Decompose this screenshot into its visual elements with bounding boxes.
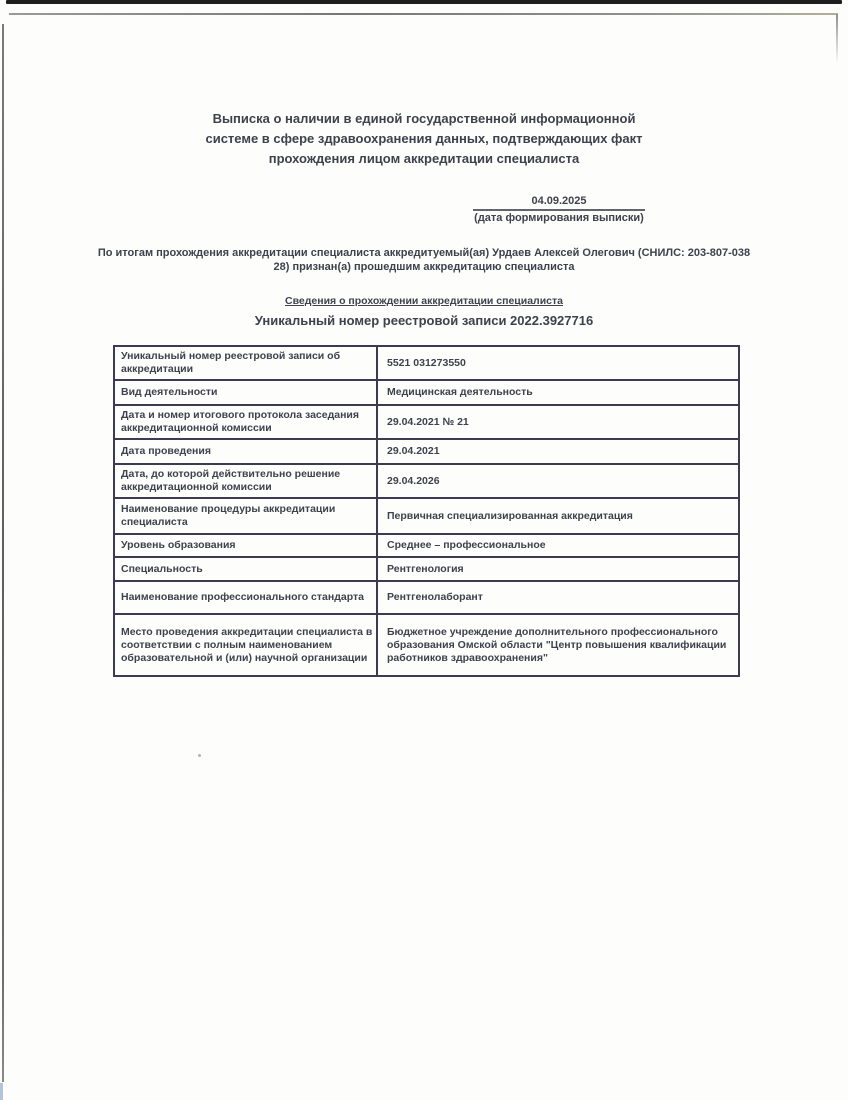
row-value: Первичная специализированная аккредитация	[377, 498, 739, 534]
intro-paragraph-line: По итогам прохождения аккредитации специалиста аккредитуемый(ая) Урдаев Алексей Олегович (СНИЛС: 203-807-038	[97, 247, 751, 259]
issue-date: 04.09.2025	[473, 195, 645, 211]
table-row	[114, 498, 739, 534]
row-value: 29.04.2021	[377, 439, 739, 464]
row-value: Среднее – профессиональное	[377, 534, 739, 557]
row-label: Наименование профессионального стандарта	[114, 581, 377, 614]
scan-artifact-speck	[198, 754, 201, 757]
row-label: Место проведения аккредитации специалиста в соответствии с полным наименованием образовательной и (или) научной организации	[114, 614, 377, 676]
row-value: 5521 031273550	[377, 346, 739, 380]
accreditation-table-body	[114, 346, 739, 676]
scan-artifact-top-line	[9, 13, 838, 15]
table-row	[114, 439, 739, 464]
row-label: Вид деятельности	[114, 380, 377, 405]
intro-paragraph-line: 28) признан(а) прошедшим аккредитацию специалиста	[273, 261, 575, 273]
table-row	[114, 464, 739, 498]
row-value: 29.04.2021 № 21	[377, 405, 739, 439]
document-title-line: прохождения лицом аккредитации специалиста	[268, 151, 580, 166]
table-row	[114, 581, 739, 614]
table-row	[114, 614, 739, 676]
issue-date-caption: (дата формирования выписки)	[474, 212, 644, 224]
row-label: Дата проведения	[114, 439, 377, 464]
section-heading: Сведения о прохождении аккредитации специалиста	[285, 295, 563, 307]
row-label: Наименование процедуры аккредитации специалиста	[114, 498, 377, 534]
document-title-line: Выписка о наличии в единой государственной информационной	[212, 111, 636, 126]
scan-artifact-right-line	[836, 14, 838, 64]
row-value: Бюджетное учреждение дополнительного профессионального образования Омской области "Центр повышения квалификации работников здравоохранения"	[377, 614, 739, 676]
accreditation-table	[113, 345, 740, 677]
row-value: Рентгенология	[377, 557, 739, 581]
row-value: Медицинская деятельность	[377, 380, 739, 405]
row-label: Дата и номер итогового протокола заседания аккредитационной комиссии	[114, 405, 377, 439]
intro-paragraph	[0, 246, 848, 274]
scan-artifact-left-line	[2, 24, 4, 1082]
issue-date-block	[473, 195, 645, 224]
table-row	[114, 380, 739, 405]
document-title-line: системе в сфере здравоохранения данных, подтверждающих факт	[205, 131, 643, 146]
row-label: Уникальный номер реестровой записи об аккредитации	[114, 346, 377, 380]
table-row	[114, 405, 739, 439]
row-label: Дата, до которой действительно решение аккредитационной комиссии	[114, 464, 377, 498]
row-label: Специальность	[114, 557, 377, 581]
scan-artifact-bottom-tick	[0, 1083, 3, 1100]
table-row	[114, 534, 739, 557]
row-value: 29.04.2026	[377, 464, 739, 498]
row-label: Уровень образования	[114, 534, 377, 557]
row-value: Рентгенолаборант	[377, 581, 739, 614]
scan-artifact-top-bar	[6, 0, 842, 4]
table-row	[114, 557, 739, 581]
registry-number-heading: Уникальный номер реестровой записи 2022.3927716	[254, 313, 594, 328]
table-row	[114, 346, 739, 380]
document-title	[0, 109, 848, 169]
